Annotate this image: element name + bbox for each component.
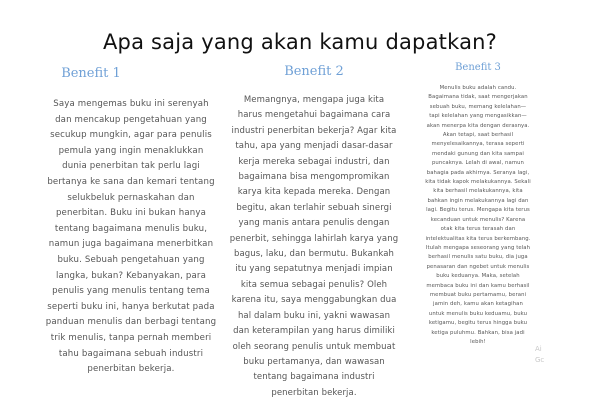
benefit-1-text: Saya mengemas buku ini serenyah dan mencakup pengetahuan yang secukup mungkin, agar para penulis pemula yang ingin menaklukkan dunia penerbitan tak perlu lagi bertanya ke sana dan kemari tentang selukbeluk pernaskahan dan penerbitan. Buku ini bukan hanya tentang bagaimana menulis buku, namun juga bagaimana menerbitkan buku. Sebuah pengetahuan yang langka, bukan? Kebanyakan, para penulis yang menulis tentang tema seperti buku ini, hanya berkutat pada panduan menulis dan berbagi tentang trik menulis, tanpa pernah memberi tahu bagaimana sebuah industri penerbitan bekerja. — [45, 99, 217, 375]
benefit-3-title: Benefit 3 — [455, 62, 501, 73]
page-heading: Apa saja yang akan kamu dapatkan? — [102, 30, 497, 54]
benefit-2-text: Memangnya, mengapa juga kita harus mengetahui bagaimana cara industri penerbitan bekerja? Agar kita tahu, apa yang menjadi dasar-dasar kerja mereka sebagai industri, dan bagaimana bisa mengompromikan karya kita kepada mereka. Dengan begitu, akan terlahir sebuah sinergi yang manis antara penulis dengan penerbit, sehingga lahirlah karya yang bagus, laku, dan bermutu. Bukankah itu yang sepatutnya menjadi impian kita semua sebagai penulis? Oleh karena itu, saya menggabungkan dua hal dalam buku ini, yakni wawasan dan keterampilan yang harus dimiliki oleh seorang penulis untuk membuat buku pertamanya, dan wawasan tentang bagaimana industri penerbitan bekerja. — [229, 95, 399, 398]
benefit-1-title: Benefit 1 — [61, 66, 121, 81]
benefit-3-column — [418, 62, 538, 347]
watermark-text: Ai Gc — [535, 345, 545, 364]
benefit-2-column — [226, 64, 402, 401]
benefit-3-text: Menulis buku adalah candu. Bagaimana tidak, saat mengerjakan sebuah buku, memang kelelahan— tapi kelelahan yang mengasikkan— akan menerpa kita dengan derasnya. Akan tetapi, saat berhasil menyelesaikannya, terasa seperti mendaki gunung dan kita sampai puncaknya. Lelah di awal, namun bahagia pada akhirnya. Seranya lagi, kita tidak kapok melakukannya. Sekali kita berhasil melakukannya, kita bahkan ingin melakukannya lagi dan lagi. Begitu terus. Mengapa kita terus kecanduan untuk menulis? Karena otak kita terus terasah dan intelektualitas kita terus berkembang. Itulah mengapa seseorang yang telah berhasil menulis satu buku, dia juga penasaran dan ngebet untuk menulis buku keduanya. Maka, setelah membaca buku ini dan kamu berhasil membuat buku pertamamu, berani jamin deh, kamu akan ketagihan untuk menulis buku keduamu, buku ketigamu, begitu terus hingga buku ketiga puluhmu. Bahkan, bisa jadi lebih! — [425, 85, 531, 345]
benefit-1-column — [32, 66, 230, 378]
benefit-2-title: Benefit 2 — [284, 64, 344, 79]
